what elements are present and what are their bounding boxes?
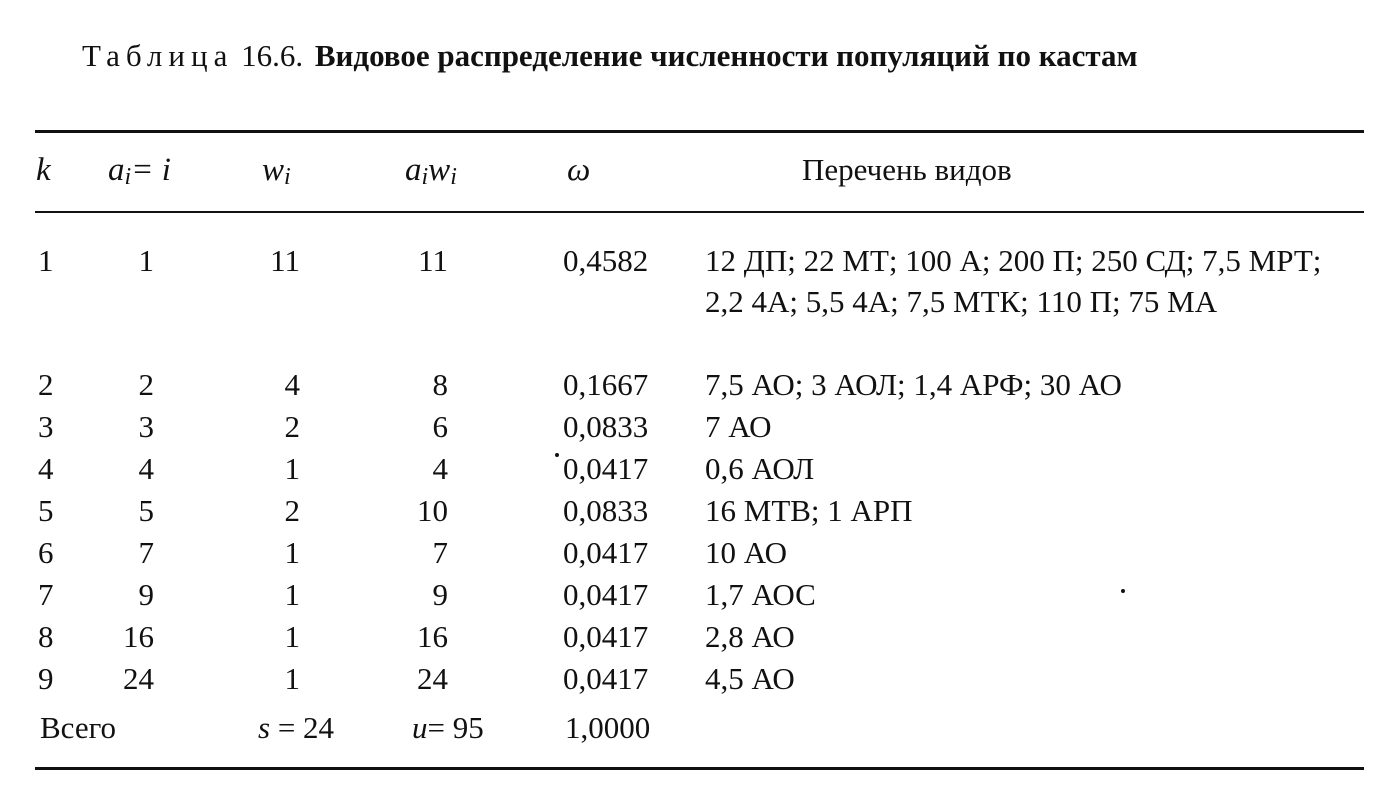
cell-aiwi: 11 [418, 243, 448, 278]
cell-ai: 16 [123, 619, 154, 654]
cell-species: 12 ДП; 22 МТ; 100 А; 200 П; 250 СД; 7,5 МРТ; 2,2 4А; 5,5 4А; 7,5 МТК; 110 П; 75 МА [705, 243, 1322, 319]
header-aiwi [405, 150, 457, 193]
cell-omega: 0,0833 [563, 493, 649, 528]
cell-ai: 3 [138, 409, 154, 444]
cell-wi: 2 [284, 409, 300, 444]
cell-ai: 24 [123, 661, 154, 696]
header-omega [567, 150, 590, 190]
table-caption [82, 34, 1282, 77]
total-u-value: = 95 [427, 710, 484, 745]
cell-omega: 0,1667 [563, 367, 649, 402]
cell-wi: 1 [284, 451, 300, 486]
total-s-value: = 24 [277, 710, 335, 745]
cell-k: 1 [38, 243, 54, 278]
caption-title: Видовое распределение численности популяций по кастам [314, 38, 1138, 73]
table-row [0, 364, 1388, 406]
cell-species: 16 МТВ; 1 АРП [705, 493, 913, 528]
cell-aiwi: 6 [432, 409, 448, 444]
cell-aiwi: 9 [432, 577, 448, 612]
cell-ai: 2 [138, 367, 154, 402]
header-wi-base: w [262, 152, 285, 188]
cell-aiwi: 10 [417, 493, 448, 528]
cell-wi: 1 [284, 661, 300, 696]
header-k [36, 150, 51, 190]
cell-omega: 0,0833 [563, 409, 649, 444]
cell-k: 3 [38, 409, 54, 444]
cell-omega: 0,0417 [563, 577, 649, 612]
cell-k: 5 [38, 493, 54, 528]
bottom-rule [35, 767, 1364, 770]
cell-wi: 1 [284, 535, 300, 570]
cell-k: 9 [38, 661, 54, 696]
cell-species: 4,5 АО [705, 661, 795, 696]
cell-species: 7,5 АО; 3 АОЛ; 1,4 АРФ; 30 АО [705, 367, 1122, 402]
cell-wi: 1 [284, 619, 300, 654]
cell-ai: 1 [138, 243, 154, 278]
cell-wi: 2 [284, 493, 300, 528]
header-species [802, 150, 1012, 190]
cell-wi: 11 [270, 243, 300, 278]
total-s [258, 706, 334, 750]
header-rule [35, 211, 1364, 213]
cell-species: 0,6 АОЛ [705, 451, 815, 486]
total-label: Всего [40, 710, 117, 745]
header-aiwi-sub2: i [450, 164, 457, 190]
cell-aiwi: 7 [432, 535, 448, 570]
cell-aiwi: 16 [417, 619, 448, 654]
cell-wi: 1 [284, 577, 300, 612]
cell-ai: 9 [138, 577, 154, 612]
table-row [0, 574, 1388, 616]
cell-aiwi: 8 [432, 367, 448, 402]
cell-ai: 5 [138, 493, 154, 528]
cell-k: 6 [38, 535, 54, 570]
cell-omega: 0,0417 [563, 619, 649, 654]
cell-ai: 4 [138, 451, 154, 486]
header-ai [108, 150, 171, 193]
caption-number: 16.6. [241, 38, 304, 73]
cell-species: 2,8 АО [705, 619, 795, 654]
header-wi [262, 150, 291, 193]
header-ai-base: a [108, 152, 125, 188]
header-aiwi-w: w [428, 152, 451, 188]
table-row [0, 448, 1388, 490]
header-omega-text: ω [567, 152, 591, 188]
table-row [0, 406, 1388, 448]
cell-species: 10 АО [705, 535, 787, 570]
cell-aiwi: 24 [417, 661, 448, 696]
cell-omega: 0,4582 [563, 243, 649, 278]
cell-k: 7 [38, 577, 54, 612]
header-ai-sub: i [124, 164, 132, 190]
caption-label: Таблица [82, 38, 234, 73]
cell-aiwi: 4 [432, 451, 448, 486]
cell-omega: 0,0417 [563, 661, 649, 696]
header-wi-sub: i [284, 164, 291, 190]
total-u-var: u [412, 710, 428, 745]
cell-omega: 0,0417 [563, 535, 649, 570]
cell-species: 1,7 АОС [705, 577, 816, 612]
top-rule [35, 130, 1364, 133]
cell-ai: 7 [138, 535, 154, 570]
total-s-var: s [258, 710, 271, 745]
total-u [412, 706, 484, 750]
total-omega: 1,0000 [565, 710, 651, 745]
table-row [0, 658, 1388, 700]
table-row [0, 490, 1388, 532]
print-speck [1121, 589, 1125, 593]
cell-wi: 4 [284, 367, 300, 402]
header-species-text: Перечень видов [802, 152, 1012, 187]
header-k-text: k [36, 152, 51, 188]
cell-k: 2 [38, 367, 54, 402]
cell-omega: 0,0417 [563, 451, 649, 486]
header-ai-rhs: = i [131, 152, 171, 188]
cell-k: 4 [38, 451, 54, 486]
table-row [0, 532, 1388, 574]
cell-species: 7 АО [705, 409, 772, 444]
table-row [0, 616, 1388, 658]
print-speck [555, 453, 559, 457]
header-aiwi-sub1: i [421, 164, 429, 190]
cell-k: 8 [38, 619, 54, 654]
table-row [0, 240, 1388, 319]
header-aiwi-a: a [405, 152, 422, 188]
